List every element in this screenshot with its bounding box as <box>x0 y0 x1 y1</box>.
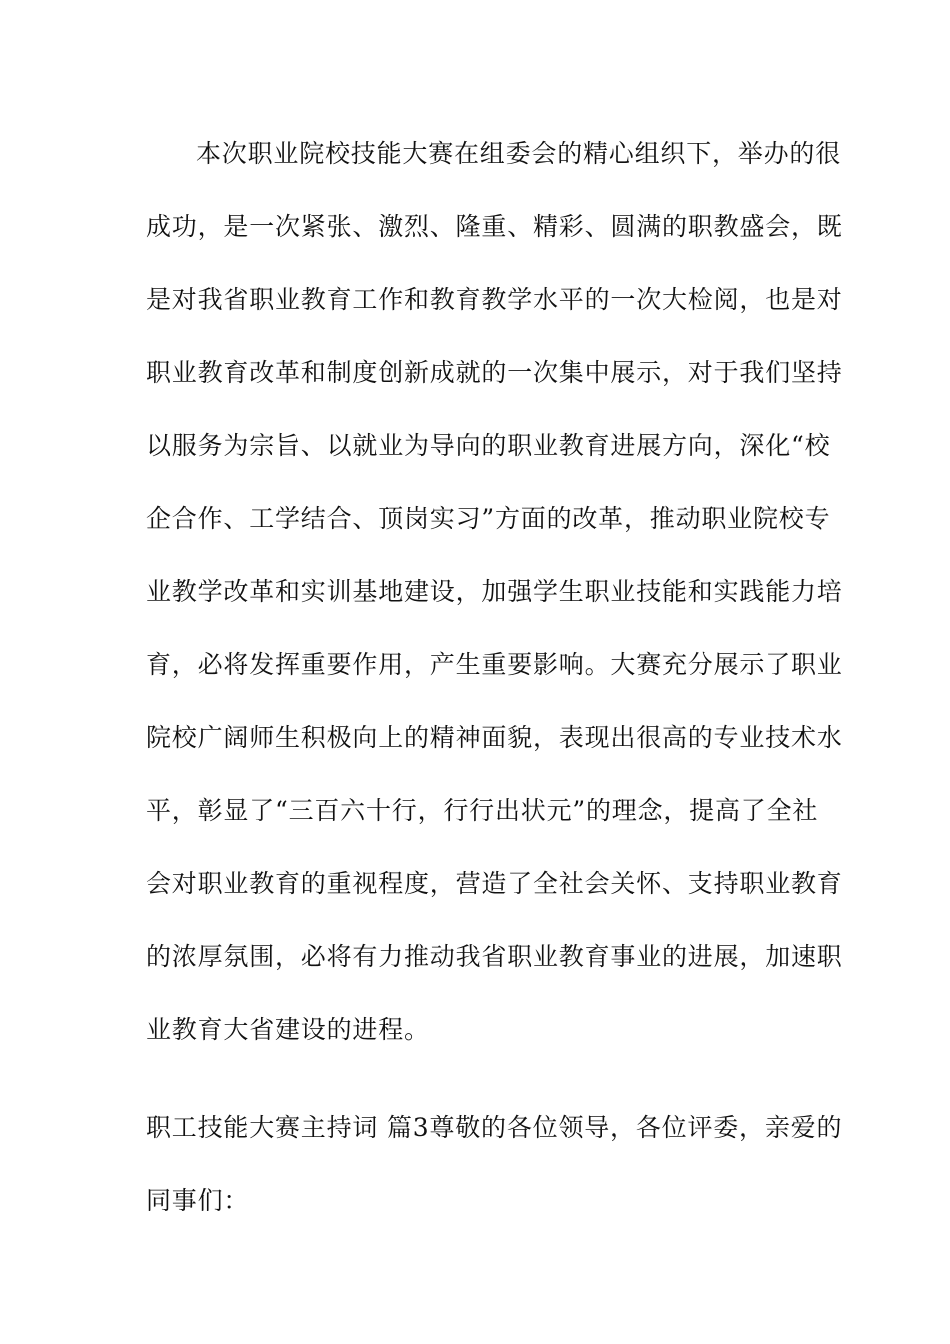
paragraph-line: 业教育大省建设的进程。 <box>146 1015 430 1044</box>
paragraph-line: 平，彰显了“三百六十行，行行出状元”的理念，提高了全社 <box>146 796 819 825</box>
paragraph-line: 育，必将发挥重要作用，产生重要影响。大赛充分展示了职业 <box>146 650 843 679</box>
paragraph-line: 同事们： <box>146 1186 250 1215</box>
body-paragraph <box>146 128 843 1077</box>
paragraph-line: 的浓厚氛围，必将有力推动我省职业教育事业的进展，加速职 <box>146 942 843 971</box>
paragraph-line: 企合作、工学结合、顶岗实习”方面的改革，推动职业院校专 <box>146 504 831 533</box>
paragraph-line: 职业教育改革和制度创新成就的一次集中展示，对于我们坚持 <box>146 358 843 387</box>
paragraph-line: 本次职业院校技能大赛在组委会的精心组织下，举办的很 <box>196 139 842 168</box>
heading-paragraph <box>146 1102 843 1248</box>
paragraph-line: 是对我省职业教育工作和教育教学水平的一次大检阅，也是对 <box>146 285 843 314</box>
paragraph-line: 会对职业教育的重视程度，营造了全社会关怀、支持职业教育 <box>146 869 843 898</box>
paragraph-line: 以服务为宗旨、以就业为导向的职业教育进展方向，深化“校 <box>146 431 831 460</box>
paragraph-line: 业教学改革和实训基地建设，加强学生职业技能和实践能力培 <box>146 577 843 606</box>
paragraph-line: 院校广阔师生积极向上的精神面貌，表现出很高的专业技术水 <box>146 723 843 752</box>
paragraph-line: 成功，是一次紧张、激烈、隆重、精彩、圆满的职教盛会，既 <box>146 212 843 241</box>
paragraph-line: 职工技能大赛主持词 篇3尊敬的各位领导，各位评委，亲爱的 <box>146 1113 843 1142</box>
